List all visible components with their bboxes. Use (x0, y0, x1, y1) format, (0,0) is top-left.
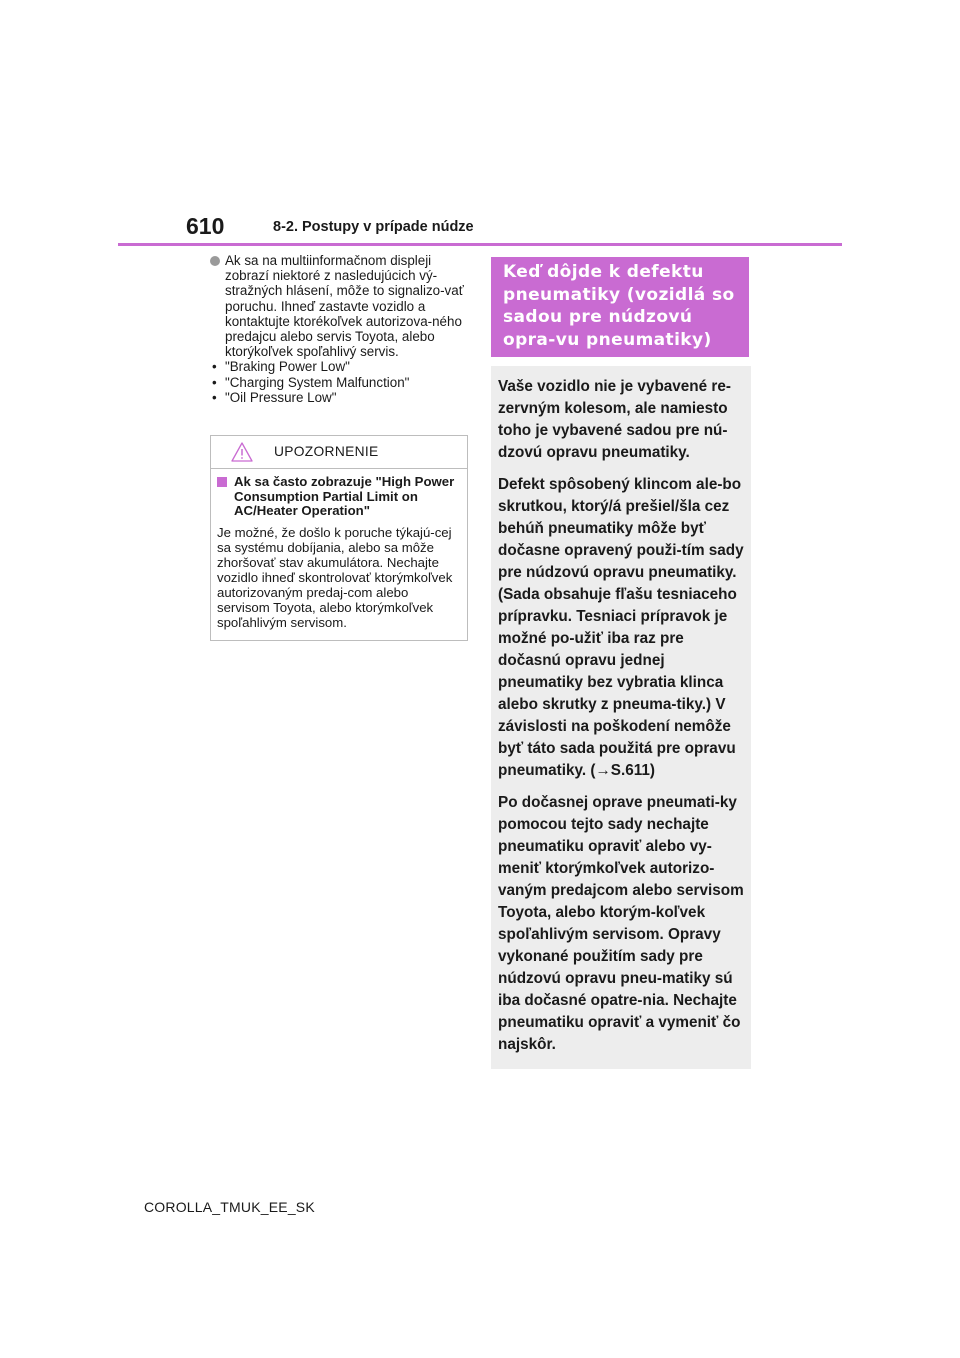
section-title: 8-2. Postupy v prípade núdze (273, 219, 474, 235)
square-bullet-icon (217, 477, 227, 487)
warning-triangle-icon (231, 442, 253, 462)
list-item: • "Braking Power Low" (210, 359, 470, 374)
circle-bullet-icon (210, 256, 220, 266)
page-header (0, 0, 960, 260)
list-item: • "Oil Pressure Low" (210, 390, 470, 405)
caution-header (211, 436, 467, 469)
caution-subheading (217, 475, 461, 519)
warning-message-list (210, 359, 470, 405)
tip-paragraph: Defekt spôsobený klincom ale-bo skrutkou, ktorý/á prešiel/šla cez behúň pneumatiky môže byť dočasne opravený použi-tím sady pre núdzovú opravu pneumatiky. (Sada obsahuje fľašu tesniaceho prípravku. Tesniaci prípravok je možné po-užiť iba raz pre dočasnú opravu jednej pneumatiky bez vybratia klinca alebo skrutky z pneuma-tiky.) V závislosti na poškodení nemôže byť táto sada použitá pre opravu pneumatiky. (→S.611) (498, 476, 744, 779)
tip-paragraph: Vaše vozidlo nie je vybavené re-zervným kolesom, ale namiesto toho je vybavené sadou pre nú-dzovú opravu pneumatiky. (498, 378, 731, 461)
tip-paragraph: Po dočasnej oprave pneumati-ky pomocou tejto sady nechajte pneumatiku opraviť alebo vy-meniť ktorýmkoľvek autorizo-vaným predajcom alebo servisom Toyota, alebo ktorým-koľvek spoľahlivým servisom. Opravy vykonané použitím sady pre núdzovú opravu pneu-matiky sú iba dočasné opatre-nia. Nechajte pneumatiku opraviť a vymeniť čo najskôr. (498, 794, 744, 1053)
left-column (210, 253, 470, 405)
document-code: COROLLA_TMUK_EE_SK (144, 1199, 315, 1215)
header-divider (118, 243, 842, 246)
caution-body (211, 469, 467, 630)
caution-text: Je možné, že došlo k poruche týkajú-cej sa systému dobíjania, alebo sa môže zhoršovať stav akumulátora. Nechajte vozidlo ihneď skontrolovať ktorýmkoľvek autorizovaným predaj-com alebo servisom Toyota, alebo ktorýmkoľvek spoľahlivým servisom. (217, 524, 453, 630)
page-number: 610 (186, 213, 225, 239)
caution-title: UPOZORNENIE (274, 444, 379, 459)
tip-panel (491, 366, 751, 1069)
caution-box (210, 435, 468, 641)
warning-intro-text: Ak sa na multiinformačnom displeji zobrazí niektoré z nasledujúcich vý-stražných hlásení, môže to signalizo-vať poruchu. Ihneď zastavte vozidlo a kontaktujte ktorékoľvek autorizova-ného predajcu alebo servis Toyota, alebo ktorýkoľvek spoľahlivý servis. (225, 253, 464, 360)
tip-heading-text: Keď dôjde k defektu pneumatiky (vozidlá so sadou pre núdzovú opra-vu pneumatiky) (503, 262, 735, 350)
warning-intro (210, 253, 470, 359)
list-item: • "Charging System Malfunction" (210, 375, 470, 390)
tip-heading (491, 257, 749, 357)
caution-subheading-text: Ak sa často zobrazuje "High Power Consumption Partial Limit on AC/Heater Operation" (234, 474, 455, 518)
